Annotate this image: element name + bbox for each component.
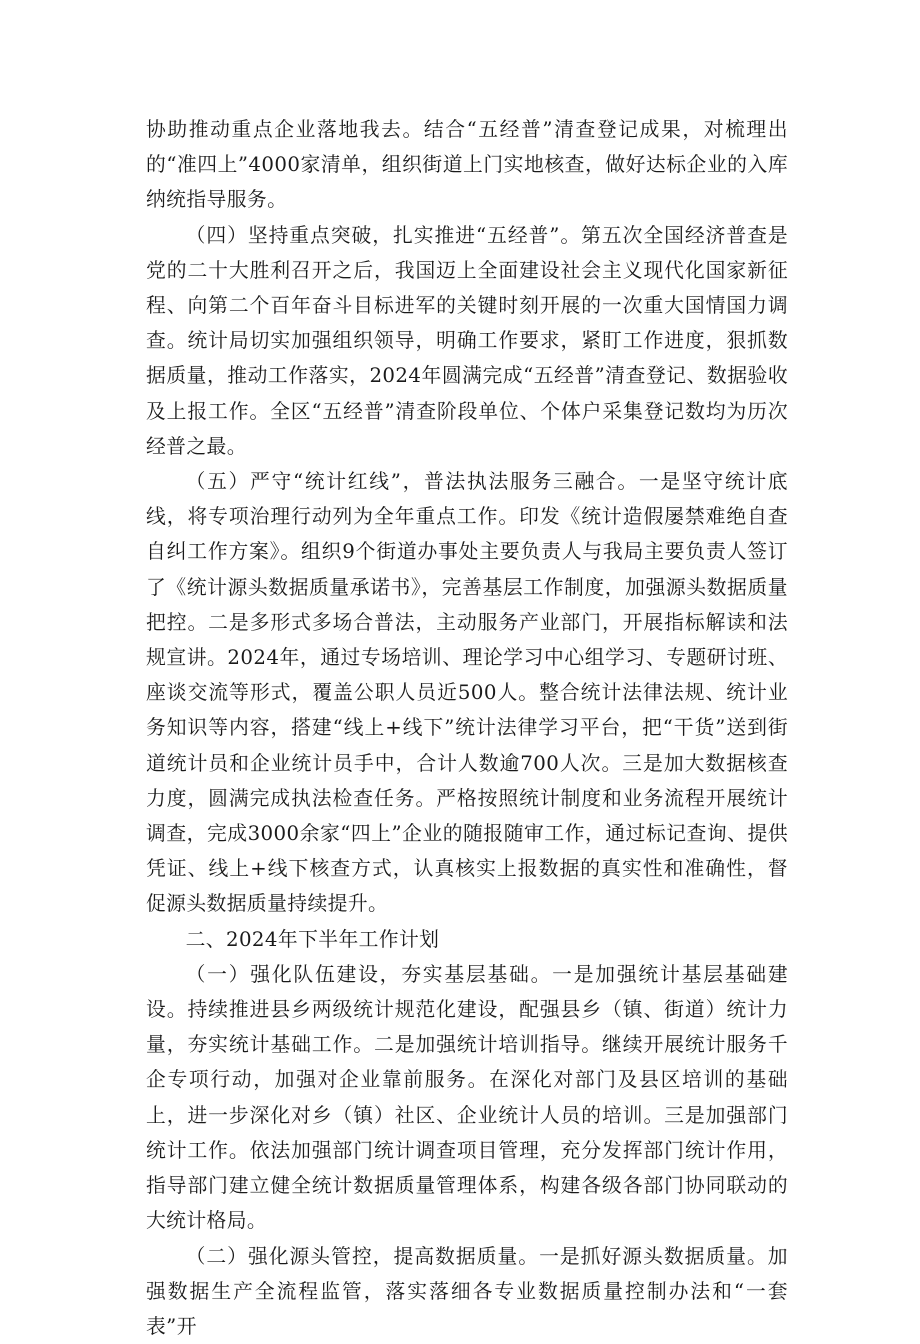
- paragraph-plan-1: （一）强化队伍建设，夯实基层基础。一是加强统计基层基础建设。持续推进县乡两级统计规范化建设，配强县乡（镇、街道）统计力量，夯实统计基础工作。二是加强统计培训指导。继续开展统计服务千企专项行动，加强对企业靠前服务。在深化对部门及县区培训的基础上，进一步深化对乡（镇）社区、企业统计人员的培训。三是加强部门统计工作。依法加强部门统计调查项目管理，充分发挥部门统计作用，指导部门建立健全统计数据质量管理体系，构建各级各部门协同联动的大统计格局。: [146, 957, 788, 1239]
- paragraph-section-5: （五）严守“统计红线”，普法执法服务三融合。一是坚守统计底线，将专项治理行动列为全年重点工作。印发《统计造假屡禁难绝自查自纠工作方案》。组织9个街道办事处主要负责人与我局主要负责人签订了《统计源头数据质量承诺书》，完善基层工作制度，加强源头数据质量把控。二是多形式多场合普法，主动服务产业部门，开展指标解读和法规宣讲。2024年，通过专场培训、理论学习中心组学习、专题研讨班、座谈交流等形式，覆盖公职人员近500人。整合统计法律法规、统计业务知识等内容，搭建“线上+线下”统计法律学习平台，把“干货”送到街道统计员和企业统计员手中，合计人数逾700人次。三是加大数据核查力度，圆满完成执法检查任务。严格按照统计制度和业务流程开展统计调查，完成3000余家“四上”企业的随报随审工作，通过标记查询、提供凭证、线上+线下核查方式，认真核实上报数据的真实性和准确性，督促源头数据质量持续提升。: [146, 464, 788, 922]
- paragraph-plan-2: （二）强化源头管控，提高数据质量。一是抓好源头数据质量。加强数据生产全流程监管，落实落细各专业数据质量控制办法和“一套表”开: [146, 1239, 788, 1344]
- paragraph-continuation: 协助推动重点企业落地我去。结合“五经普”清查登记成果，对梳理出的“准四上”4000家清单，组织街道上门实地核查，做好达标企业的入库纳统指导服务。: [146, 112, 788, 218]
- paragraph-section-4: （四）坚持重点突破，扎实推进“五经普”。第五次全国经济普查是党的二十大胜利召开之后，我国迈上全面建设社会主义现代化国家新征程、向第二个百年奋斗目标进军的关键时刻开展的一次重大国情国力调查。统计局切实加强组织领导，明确工作要求，紧盯工作进度，狠抓数据质量，推动工作落实，2024年圆满完成“五经普”清查登记、数据验收及上报工作。全区“五经普”清查阶段单位、个体户采集登记数均为历次经普之最。: [146, 218, 788, 464]
- section-heading: 二、2024年下半年工作计划: [146, 922, 788, 957]
